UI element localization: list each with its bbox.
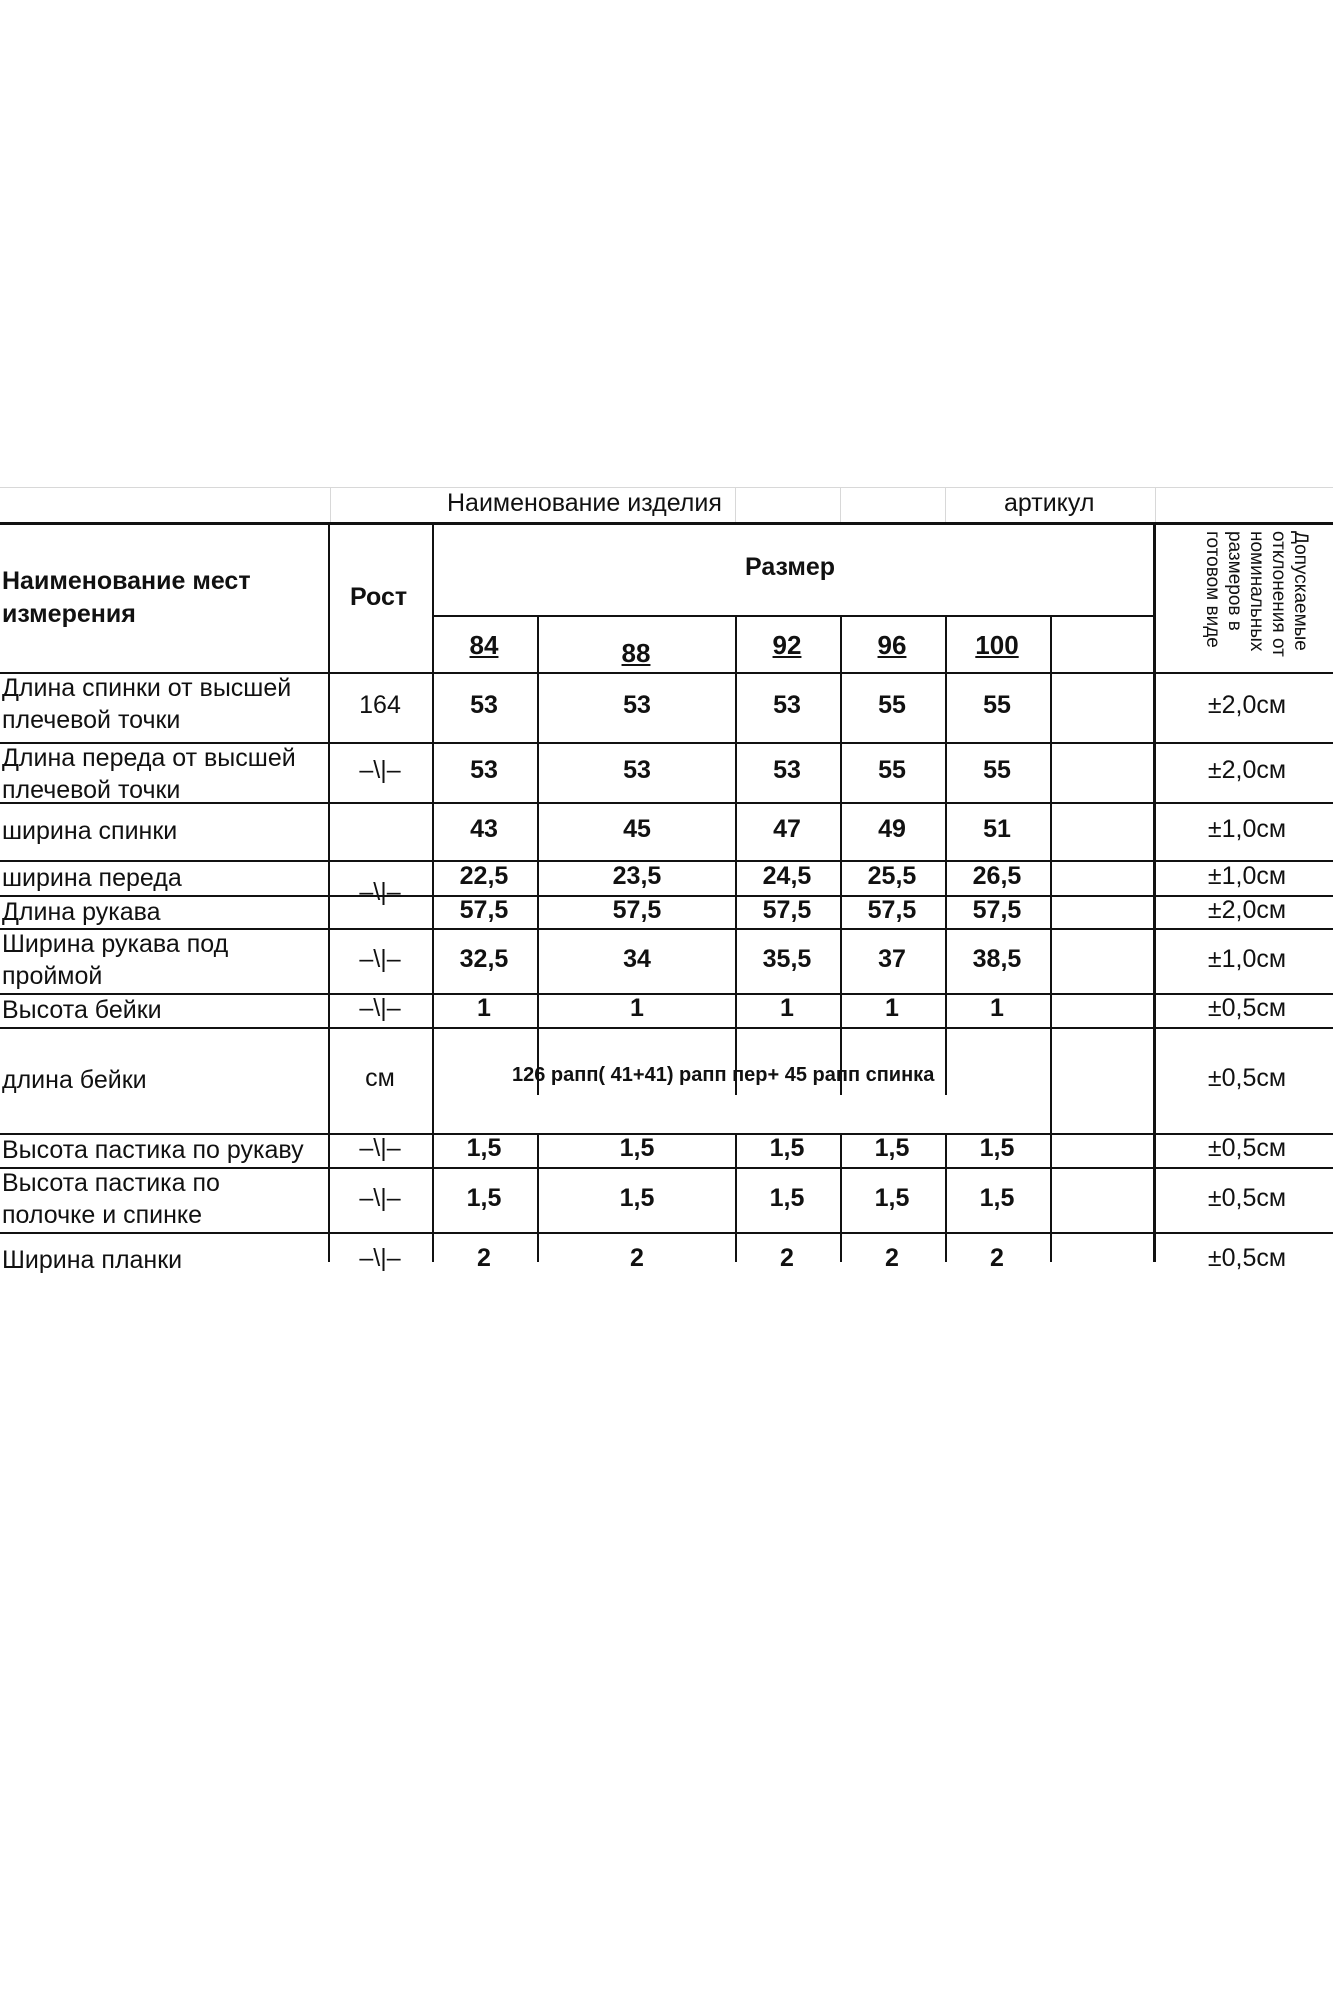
measure-name: длина бейки (2, 1066, 147, 1094)
measure-name: Высота пастика по (2, 1169, 220, 1197)
size-value: 57,5 (972, 895, 1022, 924)
grid-line (945, 487, 946, 522)
size-value: 1 (885, 994, 899, 1022)
height-value: –\|– (359, 1134, 401, 1162)
grid-line (537, 1133, 539, 1262)
grid-line (0, 1027, 1333, 1029)
size-92: 92 (772, 630, 802, 660)
height-value: –\|– (359, 1243, 401, 1272)
tolerance-value: ±1,0см (1207, 944, 1287, 973)
grid-line (1155, 487, 1156, 522)
height-value: –\|– (359, 756, 401, 784)
tolerance-value: ±0,5см (1207, 1064, 1287, 1092)
measure-name: Длина спинки от высшей (2, 674, 292, 702)
size-value: 55 (983, 691, 1011, 719)
size-value: 1,5 (874, 1183, 910, 1212)
measure-name: Длина рукава (2, 897, 161, 926)
grid-line (1050, 615, 1052, 1262)
size-value: 55 (878, 756, 906, 784)
size-value: 1,5 (979, 1134, 1015, 1162)
grid-line (945, 615, 947, 1095)
size-value: 53 (470, 756, 498, 784)
size-value: 1,5 (466, 1183, 502, 1212)
merged-value: 126 рапп( 41+41) рапп пер+ 45 рапп спинка (512, 1064, 935, 1086)
measure-name: Высота пастика по рукаву (2, 1136, 304, 1164)
size-value: 1,5 (874, 1134, 910, 1162)
height-value: –\|– (359, 994, 401, 1022)
size-value: 23,5 (612, 861, 662, 890)
size-spec-table (0, 487, 1333, 1274)
size-value: 49 (878, 815, 906, 843)
size-88: 88 (621, 638, 651, 668)
size-value: 53 (623, 756, 651, 784)
size-value: 1 (780, 994, 794, 1022)
size-value: 57,5 (867, 895, 917, 924)
size-100: 100 (975, 630, 1019, 660)
size-value: 24,5 (762, 861, 812, 890)
size-col-label: Размер (745, 553, 836, 581)
size-value: 43 (470, 815, 498, 843)
measure-name: Ширина рукава под (2, 930, 229, 958)
tolerance-line: номинальных (1246, 531, 1267, 652)
size-value: 2 (990, 1243, 1004, 1272)
tolerance-value: ±0,5см (1207, 994, 1287, 1022)
measure-name: ширина спинки (2, 817, 178, 845)
size-value: 1,5 (619, 1183, 655, 1212)
article-label: артикул (1004, 489, 1095, 517)
size-value: 53 (773, 756, 801, 784)
size-value: 1,5 (769, 1183, 805, 1212)
tolerance-line: Допускаемые (1290, 531, 1311, 651)
size-84: 84 (469, 630, 499, 660)
tolerance-value: ±0,5см (1207, 1243, 1287, 1272)
measure-name: плечевой точки (2, 706, 181, 734)
size-value: 2 (780, 1243, 794, 1272)
size-value: 1,5 (466, 1134, 502, 1162)
size-value: 26,5 (972, 861, 1022, 890)
size-value: 53 (623, 691, 651, 719)
grid-line (0, 522, 1333, 525)
measure-name: Длина переда от высшей (2, 744, 296, 772)
size-value: 1 (630, 994, 644, 1022)
size-value: 1,5 (769, 1134, 805, 1162)
size-value: 2 (885, 1243, 899, 1272)
grid-line (840, 615, 842, 1095)
grid-line (0, 487, 1333, 488)
size-value: 35,5 (762, 944, 812, 973)
height-value: см (365, 1064, 395, 1092)
size-value: 32,5 (459, 944, 509, 973)
grid-line (537, 615, 539, 1095)
height-value: 164 (359, 691, 401, 719)
size-value: 38,5 (972, 944, 1022, 973)
grid-line (0, 1232, 1333, 1234)
measure-name: полочке и спинке (2, 1201, 203, 1229)
size-value: 22,5 (459, 861, 509, 890)
tolerance-line: отклонения от (1268, 531, 1289, 657)
measure-name: ширина переда (2, 863, 182, 892)
tolerance-value: ±1,0см (1207, 861, 1287, 890)
grid-line (330, 487, 331, 522)
product-name-label: Наименование изделия (447, 489, 722, 517)
tolerance-line: размеров в (1224, 531, 1245, 631)
tolerance-value: ±1,0см (1207, 815, 1287, 843)
size-value: 55 (983, 756, 1011, 784)
measure-name: плечевой точки (2, 776, 181, 804)
grid-line (840, 487, 841, 522)
grid-line (433, 615, 1153, 617)
tolerance-value: ±2,0см (1207, 756, 1287, 784)
height-value: –\|– (359, 1183, 401, 1212)
size-value: 45 (623, 815, 651, 843)
size-value: 47 (773, 815, 801, 843)
tolerance-value: ±0,5см (1207, 1134, 1287, 1162)
grid-line (1153, 522, 1156, 1262)
tolerance-value: ±2,0см (1207, 691, 1287, 719)
size-value: 34 (623, 944, 651, 973)
size-value: 57,5 (762, 895, 812, 924)
measure-name: проймой (2, 962, 103, 990)
size-value: 37 (878, 944, 906, 973)
tolerance-value: ±2,0см (1207, 895, 1287, 924)
measure-name: Ширина планки (2, 1245, 183, 1274)
tolerance-line: готовом виде (1202, 531, 1223, 648)
size-value: 53 (773, 691, 801, 719)
grid-line (0, 802, 1333, 804)
grid-line (735, 615, 737, 1095)
measure-col-label: Наименование мест измерения (2, 567, 251, 628)
measure-name: Высота бейки (2, 996, 162, 1024)
size-value: 55 (878, 691, 906, 719)
size-value: 25,5 (867, 861, 917, 890)
height-value: –\|– (359, 944, 401, 973)
size-value: 1,5 (619, 1134, 655, 1162)
size-value: 2 (477, 1243, 491, 1272)
size-96: 96 (877, 630, 907, 660)
size-value: 1 (477, 994, 491, 1022)
size-value: 57,5 (612, 895, 662, 924)
grid-line (735, 487, 736, 522)
height-value: –\|– (359, 878, 401, 906)
size-value: 57,5 (459, 895, 509, 924)
size-value: 1,5 (979, 1183, 1015, 1212)
height-col-label: Рост (350, 583, 408, 611)
tolerance-value: ±0,5см (1207, 1183, 1287, 1212)
size-value: 51 (983, 815, 1011, 843)
size-value: 2 (630, 1243, 644, 1272)
size-value: 53 (470, 691, 498, 719)
size-value: 1 (990, 994, 1004, 1022)
